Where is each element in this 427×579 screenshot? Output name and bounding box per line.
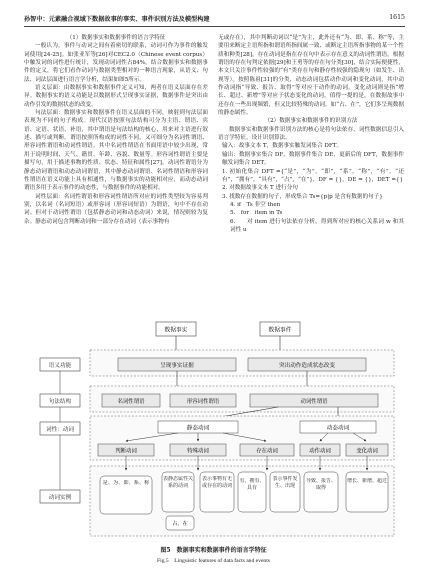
paragraph: 句法层面：数据事实和数据事件在语义层面的不同，映射到句法层面表现为不同的句子构成。现代汉语按照句法结构可分为主语、谓语、宾语、定语、状语、补语，其中谓语是句法结构的核心，用来对主语进行叙述、描写或判断。谓语按照所构成的词性不同，又可细分为名词性谓语、形容词性谓语和动词性谓语。其中名词性谓语在书面用语中较少出现，常用于说明时间、天气、籍贯、年龄、容貌、数量等。形容词性谓语主要是描写句，用于描述事物的性质、状态、特征和属性[27]。动词性谓语分为静态动词谓语和动态动词谓语，其中静态动词谓语、名词性谓语和形容词性谓语在语义功能上具有相通性，与数据事实的功能相对应，而动态动词谓语多用于表示事件的动态性，与数据事件的功能相对。 (24, 110, 208, 192)
node-adj-predicate: 形容词性谓语 (186, 399, 220, 405)
algorithm-step: 2. 对数据故事文本 T 进行分句 (222, 185, 298, 192)
node-dynamic-verb: 动态动词 (326, 425, 350, 432)
example-existence: 表示事物有无或存在的动词 (201, 476, 232, 489)
algorithm-step: 3. 找数存在数据的句子，形成集合 Ts={p|p 是含有数据的句子} (222, 193, 383, 200)
node-change-verb: 变化动词 (356, 448, 378, 455)
node-existence-verb: 存在动词 (256, 448, 278, 455)
node-action-verb: 动作动词 (309, 448, 331, 455)
algorithm-step: 6. 对 item 进行句法依存分析，得到所对应的核心关系词 w 和其词性 u (230, 218, 404, 233)
example-change: 增长、新增、超过 (347, 478, 387, 484)
node-verb-predicate: 动词性谓语 (300, 399, 328, 405)
algorithm-step: 1. 初始化集合 DFT ={“是”，“为”，“即”，“系”，“称”，“有”，“还有”，“拥有”，“具有”，“占”，“在”}，DF = {}，DE = {}，DET ={} (222, 168, 404, 183)
algorithm-input: 输入：故事文本 T，数据事实触发词集合 DFT。 (222, 143, 343, 150)
paragraph: 数据事实和数据事件识别方法的核心是将句法依存、词性数据信息引入语言学特征，设计识别算法。 (218, 126, 404, 142)
example-judgment: 是、为、即、系、称 (102, 480, 150, 486)
page-number: 1615 (389, 14, 405, 21)
figure-linguistic-features (38, 320, 398, 542)
algorithm-step: 4. if Ts 非空 then (230, 201, 281, 208)
node-noun-predicate: 名词性谓语 (117, 399, 145, 405)
node-special-verb: 特殊动词 (187, 448, 209, 455)
algorithm-output: 输出：数据事实集合 DF，数据事件集合 DE，更新后的 DFT，数据事件触发词集合 DET。 (222, 151, 404, 167)
figure-caption-en: Fig.5 Linguistic features of data facts and events (157, 558, 270, 564)
left-column (24, 34, 208, 226)
running-header (24, 12, 405, 27)
section-heading: （2）数据事实和数据事件的识别方法 (264, 118, 358, 125)
example-occur: 表示事件发生、出现 (272, 476, 298, 489)
section-heading: （1）数据事实和数据事件的语言学特征 (66, 35, 166, 41)
example-static-attribute: 表静态属性关系的动词 (163, 476, 193, 489)
label-syntax: 句法结构 (48, 399, 72, 405)
example-action: 导致、报告、取得 (305, 478, 336, 491)
label-pos: 词性：动词 (46, 427, 74, 433)
node-data-event: 数据事件 (268, 327, 292, 334)
paragraph: 无或存在），其中判断动词以“是”为主，此外还有“为、即、系、称”等，主要用来断定主语所指和谓语所指间属一致、或断定主语所指事物的某一个性质和种类[28]。存在动词是指在存在句中表示存在意义的动词性谓语。根据谓语的存在句判定依据[29]和王勇等的存在句分类[30]，结合实际便捷性，本文只关注事件性较强的“有”类存在句和静存性较强的隐现句（如发生、出现等）。按照陈祖[31]的分类，动态动词包括动作动词和变化动词，其中动作动词指“导致、报告、取得”等对应于动作的动词，变化动词则是指“增长、超过、新增”等对应于状态变化的动词。值得一提的是，在数据故事中还存在一些出现频繁，但又比较特殊的动词，如“占、在”，它们多呈现数据的静态属性。 (218, 35, 404, 117)
right-column (218, 34, 404, 234)
figure-caption-cn: 图5 数据事实和数据事件的语言学特征 (160, 547, 267, 554)
example-have: 有、拥有、具有 (239, 478, 265, 491)
paragraph: 一般认为，事件与动词之间有着密切的联系，动词可作为事件的触发词使用[24-25]。如张亚军等[26]对CEC2.0（Chinese event corpus）中触发词的词性进行统计，发现动词词性占84%。结合数据事实和数据事件的定义，将它们看作动词与数据类型相对的一种语言现象，从语义、句法、词法层面进行语言学分析，结果如图5所示。 (24, 43, 208, 83)
node-semantic-event: 突出动作造成状态改变 (279, 363, 335, 369)
example-special-instances: 占、在 (172, 521, 188, 527)
node-static-verb: 静态动词 (186, 425, 210, 432)
node-semantic-fact: 呈现事实证据 (160, 363, 194, 369)
running-title: 孙智中：元素融合视域下数据故事的事实、事件识别方法及模型构建 (24, 16, 210, 23)
algorithm-step: 5. for item in Ts (230, 210, 283, 217)
label-semantic: 语义功能 (48, 363, 72, 369)
label-examples: 动词实例 (48, 495, 72, 501)
node-data-fact: 数据事实 (164, 327, 188, 334)
node-judgment-verb: 判断动词 (115, 448, 137, 455)
diagram-svg (38, 320, 398, 542)
paragraph: 语义层面：由数据事实和数据事件定义可知，两者在语义层面存在差异。数据事实的语义功能是以数据形式呈现事实证据，数据事件是突出由动作引发的数据状态的改变。 (24, 85, 208, 108)
paragraph: 词性层面：名词性谓语和形容词性谓语所对应的词性类型较为容易判别，以名词（名词短语）或形容词（形容词短语）为谓语，句中不存在动词。但对于动词性谓语（包括静态动词和动态动词）来说，情况则较为复杂。静态动词包含判断动词和一部分存在动词（表示事物有 (24, 193, 208, 225)
